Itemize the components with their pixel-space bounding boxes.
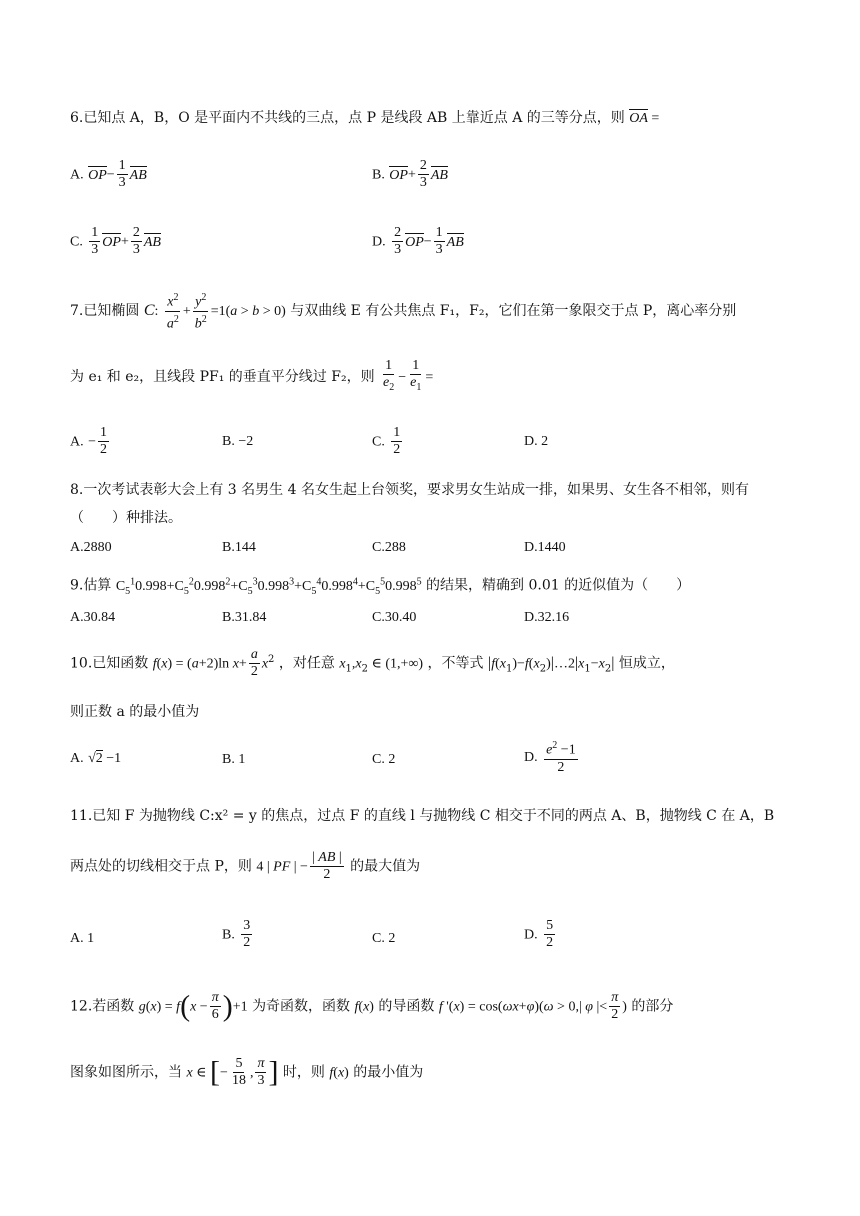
q11-line1: 11.已知 F 为抛物线 C:x² = y 的焦点，过点 F 的直线 l 与抛物线 C 相交于不同的两点 A、B，抛物线 C 在 A，B bbox=[70, 808, 775, 824]
q8-option-d[interactable]: D.1440 bbox=[524, 540, 566, 555]
q7-option-a[interactable]: A. − $\frac{1}{2}$ bbox=[70, 425, 107, 457]
q11-option-c[interactable]: C. 2 bbox=[372, 931, 396, 946]
q10-option-c[interactable]: C. 2 bbox=[372, 752, 396, 767]
q7-option-d[interactable]: D. 2 bbox=[524, 434, 549, 449]
q10-line1: 10.已知函数 f(x) = (a+2)ln x+ $\frac{a}{2}$ $x^2$ ，对任意 $x_1,x_2$ ∈ (1,+∞) ，不等式 $|f(x_1)-f(x_2)|\dots 2|x_1-x_2|$ 恒成立， bbox=[70, 647, 675, 679]
q11-option-b[interactable]: B. $\frac{3}{2}$ bbox=[222, 918, 251, 950]
q11-option-d[interactable]: D. $\frac{5}{2}$ bbox=[524, 918, 554, 950]
q6-option-b[interactable]: B. OP+ $\frac{2}{3}$ AB bbox=[372, 158, 448, 190]
q7-option-c[interactable]: C. $\frac{1}{2}$ bbox=[372, 425, 401, 457]
q6-stem-text: 6.已知点 A，B，O 是平面内不共线的三点，点 P 是线段 AB 上靠近点 A 的三等分点，则 bbox=[70, 110, 625, 126]
q6-option-d[interactable]: D. $\frac{2}{3}$ OP− $\frac{1}{3}$ AB bbox=[372, 225, 464, 257]
q7-line2: 为 e₁ 和 e₂，且线段 PF₁ 的垂直平分线过 F₂，则 $\frac{1}{e_2}$ − $\frac{1}{e_1}$ = bbox=[70, 358, 434, 393]
q11-option-a[interactable]: A. 1 bbox=[70, 931, 95, 946]
q10-option-a[interactable]: A. √2 −1 bbox=[70, 751, 122, 766]
q6-vector-oa: OA = bbox=[629, 111, 660, 126]
q10-line2: 则正数 a 的最小值为 bbox=[70, 704, 200, 720]
q8-option-a[interactable]: A.2880 bbox=[70, 540, 112, 555]
q6-option-a[interactable]: A. OP− $\frac{1}{3}$ AB bbox=[70, 158, 147, 190]
q8-option-c[interactable]: C.288 bbox=[372, 540, 406, 555]
q9-option-b[interactable]: B.31.84 bbox=[222, 610, 267, 625]
q8-option-b[interactable]: B.144 bbox=[222, 540, 256, 555]
q9-option-a[interactable]: A.30.84 bbox=[70, 610, 116, 625]
q11-line2: 两点处的切线相交于点 P，则 4 | PF | − $\frac{| AB |}{2}$ 的最大值为 bbox=[70, 850, 421, 882]
q10-option-d[interactable]: D. $\frac{e^2 -1}{2}$ bbox=[524, 740, 576, 775]
q8-line1: 8.一次考试表彰大会上有 3 名男生 4 名女生起上台领奖，要求男女生站成一排，如果男、女生各不相邻，则有 bbox=[70, 482, 749, 498]
q8-line2: （ ）种排法。 bbox=[70, 510, 182, 526]
q6-option-c[interactable]: C. $\frac{1}{3}$ OP+ $\frac{2}{3}$ AB bbox=[70, 225, 161, 257]
q12-line2: 图象如图所示，当 x ∈ [− $\frac{5}{18}$ , $\frac{\pi}{3}$ ] 时，则 f(x) 的最小值为 bbox=[70, 1055, 424, 1089]
q7-line1: 7.已知椭圆 C: $\frac{x^2}{a^2}$ + $\frac{y^2}{b^2}$ =1(a > b > 0) 与双曲线 E 有公共焦点 F₁，F₂，它们在第一象限交于点 P，离心率分别 bbox=[70, 292, 737, 332]
q7-option-b[interactable]: B. −2 bbox=[222, 434, 254, 449]
q9-option-d[interactable]: D.32.16 bbox=[524, 610, 570, 625]
q9-line: 9.估算 $C_5^10.998+C_5^20.998^2+C_5^30.998^3+C_5^40.998^4+C_5^50.998^5$ 的结果，精确到 0.01 的近似值为（ ） bbox=[70, 576, 691, 597]
q10-option-b[interactable]: B. 1 bbox=[222, 752, 246, 767]
q9-option-c[interactable]: C.30.40 bbox=[372, 610, 417, 625]
q6-stem bbox=[70, 108, 659, 129]
q12-line1: 12.若函数 g(x) = f(x − $\frac{\pi}{6}$ )+1 为奇函数，函数 f(x) 的导函数 f '(x) = cos(ωx+φ)(ω > 0,| φ |< $\frac{\pi}{2}$ ) 的部分 bbox=[70, 989, 674, 1023]
